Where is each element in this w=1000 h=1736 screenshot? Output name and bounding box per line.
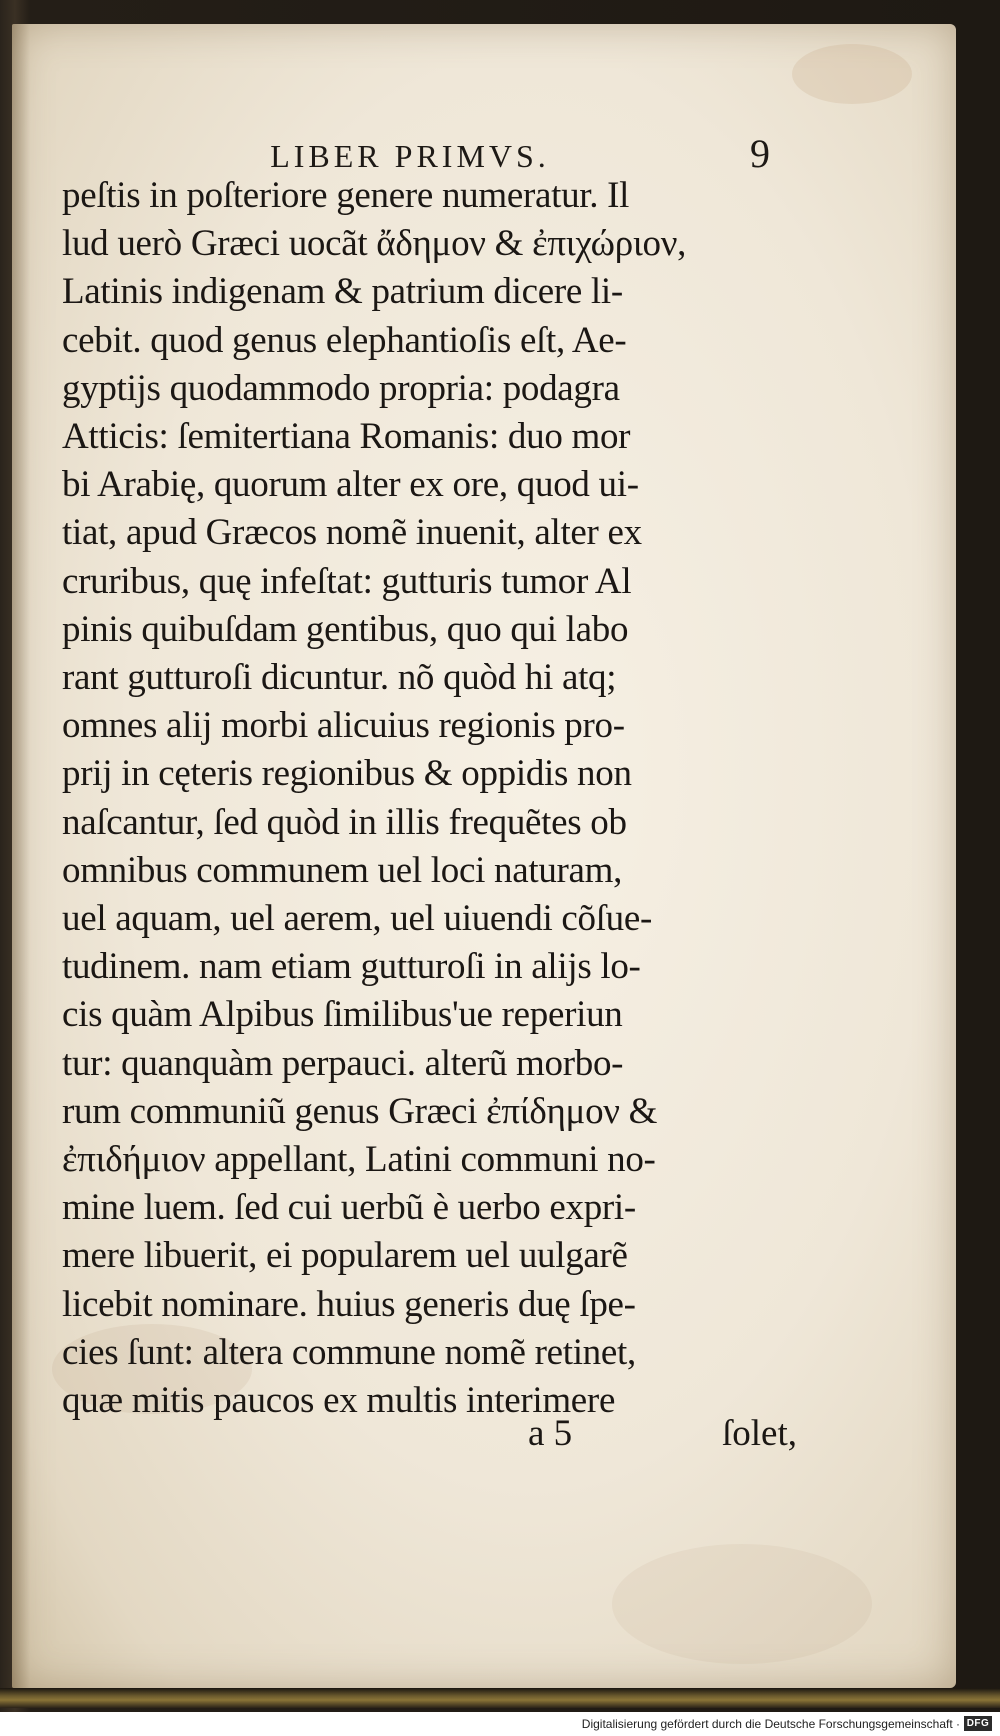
signature-mark: a 5 — [528, 1413, 573, 1454]
text-line: ἐπιδήμιον appellant, Latini communi no- — [62, 1139, 656, 1181]
page-bottom-edge — [0, 1688, 1000, 1708]
running-head — [60, 120, 820, 180]
funding-credit: Digitalisierung gefördert durch die Deutsche Forschungsgemeinschaft · — [581, 1717, 960, 1731]
text-line: cebit. quod genus elephantioſis eſt, Ae- — [62, 319, 627, 361]
text-line: rant gutturoſi dicuntur. nõ quòd hi atq; — [62, 657, 617, 699]
text-line: tudinem. nam etiam gutturoſi in alijs lo- — [62, 946, 641, 988]
text-line: rum communiũ genus Græci ἐπίδημον & — [62, 1090, 658, 1132]
text-line: uel aquam, uel aerem, uel uiuendi cõſue- — [62, 898, 653, 940]
signature-row — [62, 1412, 822, 1462]
text-line: mine luem. ſed cui uerbũ è uerbo expri- — [62, 1187, 636, 1229]
text-line: omnes alij morbi alicuius regionis pro- — [62, 705, 625, 747]
digitization-footer — [0, 1712, 1000, 1736]
text-line: Atticis: ſemitertiana Romanis: duo mor — [62, 416, 631, 458]
paper-stain — [792, 44, 912, 104]
text-line: Latinis indigenam & patrium dicere li- — [62, 271, 623, 313]
text-line: tiat, apud Græcos nomẽ inuenit, alter ex — [62, 512, 642, 554]
text-line: tur: quanquàm perpauci. alterũ morbo- — [62, 1042, 624, 1084]
text-line: prij in cęteris regionibus & oppidis non — [62, 753, 632, 795]
text-line: cruribus, quę infeſtat: gutturis tumor Al — [62, 560, 632, 602]
body-text — [62, 172, 822, 1425]
text-line: gyptijs quodammodo propria: podagra — [62, 367, 620, 409]
text-line: bi Arabię, quorum alter ex ore, quod ui- — [62, 464, 639, 506]
catchword: ſolet, — [722, 1413, 798, 1454]
text-line: quæ mitis paucos ex multis interimere — [62, 1380, 616, 1422]
page-number: 9 — [750, 131, 770, 176]
paper-stain — [612, 1544, 872, 1664]
text-line: naſcantur, ſed quòd in illis frequẽtes ob — [62, 801, 627, 843]
text-line: cis quàm Alpibus ſimilibus'ue reperiun — [62, 994, 623, 1036]
running-head-title: LIBER PRIMVS. — [270, 138, 550, 174]
text-line: licebit nominare. huius generis duę ſpe- — [62, 1283, 636, 1325]
text-line: pinis quibuſdam gentibus, quo qui labo — [62, 608, 629, 650]
text-line: peſtis in poſteriore genere numeratur. Il — [62, 175, 630, 216]
text-line: mere libuerit, ei popularem uel uulgarẽ — [62, 1235, 628, 1277]
text-line: omnibus communem uel loci naturam, — [62, 849, 623, 891]
text-line: lud uerò Græci uocãt ἄδημον & ἐπιχώριον, — [62, 223, 687, 265]
dfg-logo-icon: DFG — [964, 1716, 992, 1731]
text-line: cies ſunt: altera commune nomẽ retinet, — [62, 1331, 636, 1373]
